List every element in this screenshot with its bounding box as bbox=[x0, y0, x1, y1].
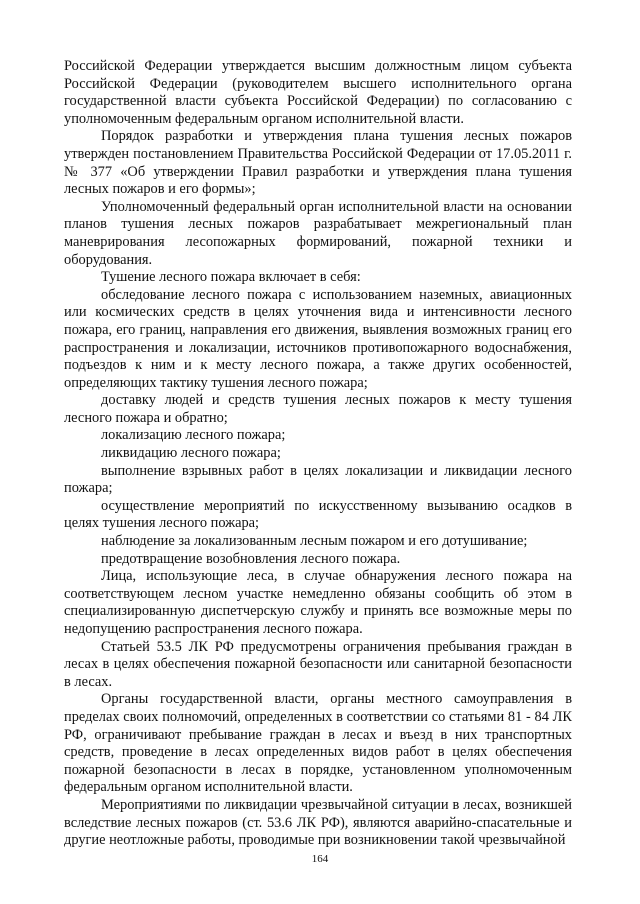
list-item-prevention: предотвращение возобновления лесного пожара. bbox=[101, 550, 401, 567]
page-number: 164 bbox=[311, 853, 329, 865]
paragraph-forest-users: Лица, использующие леса, в случае обнаружения лесного пожара на соответствующем лесном участке немедленно обязаны сообщить об этом в специализированную диспетчерскую службу и принять все возможные меры по недопущению распространения лесного пожара. bbox=[64, 568, 572, 637]
list-item-observation: наблюдение за локализованным лесным пожаром и его дотушивание; bbox=[101, 533, 528, 550]
paragraph-article-53-5: Статьей 53.5 ЛК РФ предусмотрены ограничения пребывания граждан в лесах в целях обеспечения пожарной безопасности или санитарной безопасности в лесах. bbox=[64, 638, 572, 690]
list-item-blasting: выполнение взрывных работ в целях локализации и ликвидации лесного пожара; bbox=[64, 462, 572, 497]
paragraph-4: Тушение лесного пожара включает в себя: bbox=[101, 269, 361, 286]
paragraph-3: Уполномоченный федеральный орган исполнительной власти на основании планов тушения лесных пожаров разрабатывает межрегиональный план маневрирования лесопожарных формирований, пожарной техники и оборудования. bbox=[64, 198, 572, 268]
paragraph-emergency: Мероприятиями по ликвидации чрезвычайной ситуации в лесах, возникшей вследствие лесных пожаров (ст. 53.6 ЛК РФ), являются аварийно-спасательные и другие неотложные работы, проводимые при возникновении такой чрезвычайной bbox=[64, 796, 572, 849]
list-item-localization: локализацию лесного пожара; bbox=[101, 427, 286, 444]
list-item-delivery: доставку людей и средств тушения лесных пожаров к месту тушения лесного пожара и обратно; bbox=[64, 392, 572, 426]
paragraph-2: Порядок разработки и утверждения плана тушения лесных пожаров утвержден постановлением Правительства Российской Федерации от 17.05.2011 г. № 377 «Об утверждении Правил разработки и утверждения плана тушения лесных пожаров и его формы»; bbox=[64, 128, 572, 198]
list-item-precipitation: осуществление мероприятий по искусственному вызыванию осадков в целях тушения лесного пожара; bbox=[64, 497, 572, 532]
list-item-liquidation: ликвидацию лесного пожара; bbox=[101, 445, 281, 462]
page-text-body bbox=[64, 58, 572, 850]
paragraph-1: Российской Федерации утверждается высшим должностным лицом субъекта Российской Федерации (руководителем высшего исполнительного органа государственной власти субъекта Российской Федерации) по согласованию с уполномоченным федеральным органом исполнительной власти. bbox=[64, 58, 572, 127]
paragraph-authorities: Органы государственной власти, органы местного самоуправления в пределах своих полномочий, определенных в соответствии со статьями 81 - 84 ЛК РФ, ограничивают пребывание граждан в лесах и въезд в них транспортных средств, проведение в лесах определенных видов работ в целях обеспечения пожарной безопасности в лесах в порядке, установленном уполномоченным федеральным органом исполнительной власти. bbox=[64, 691, 572, 796]
list-item-survey: обследование лесного пожара с использованием наземных, авиационных или космических средств в целях уточнения вида и интенсивности лесного пожара, его границ, направления его движения, выявления возможных границ его распространения и локализации, источников противопожарного водоснабжения, подъездов к ним и к месту лесного пожара, а также других особенностей, определяющих тактику тушения лесного пожара; bbox=[64, 286, 572, 391]
